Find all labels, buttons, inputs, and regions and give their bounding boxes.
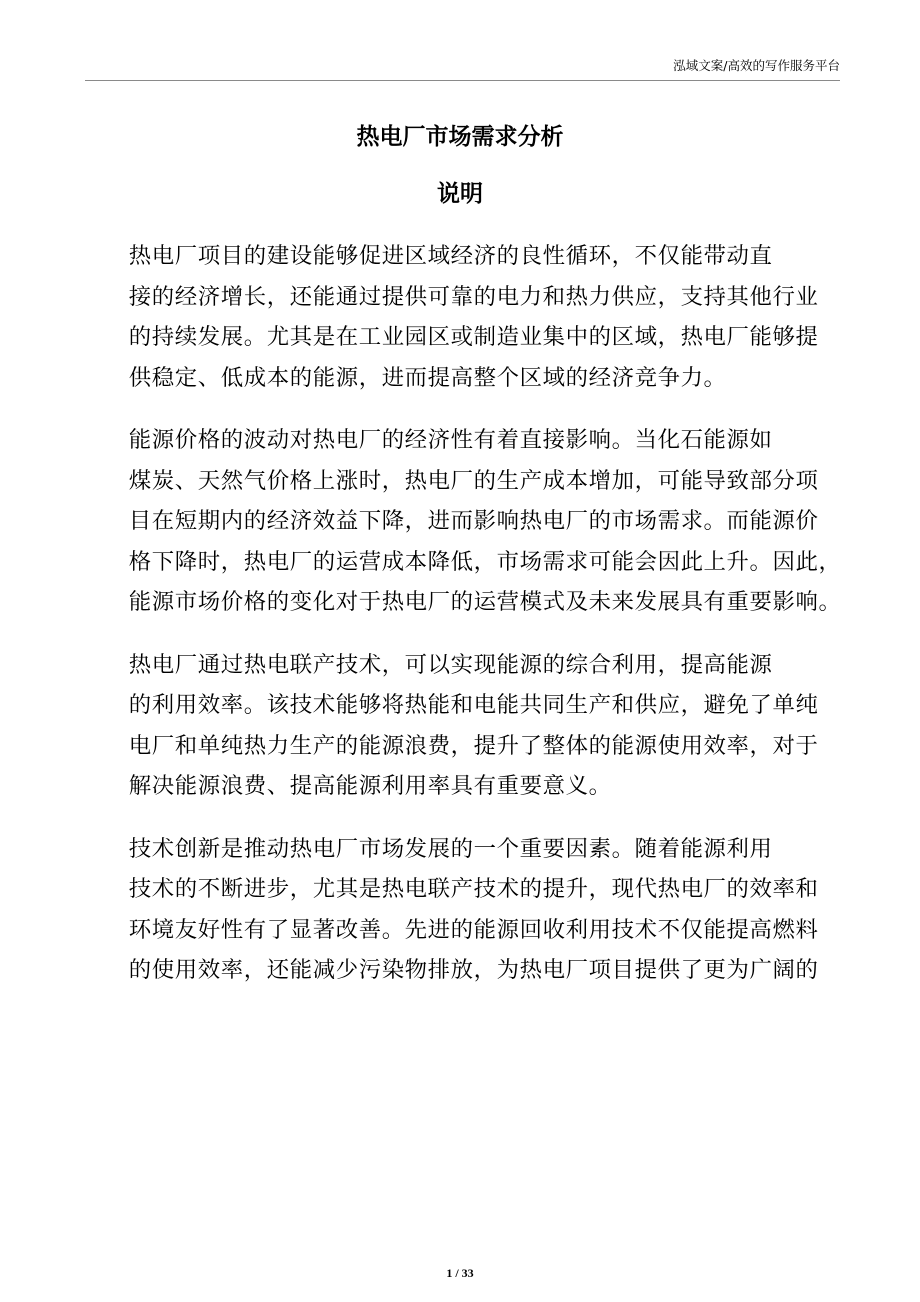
document-subtitle: 说明 [437, 181, 483, 207]
text-line: 热电厂项目的建设能够促进区域经济的良性循环，不仅能带动直 [128, 243, 773, 269]
text-line: 供稳定、低成本的能源，进而提高整个区域的经济竞争力。 [128, 364, 727, 391]
text-line: 目在短期内的经济效益下降，进而影响热电厂的市场需求。而能源价 [128, 508, 819, 534]
text-line: 电厂和单纯热力生产的能源浪费，提升了整体的能源使用效率，对于 [128, 732, 819, 759]
text-line: 环境友好性有了显著改善。先进的能源回收利用技术不仅能提高燃料 [128, 916, 819, 943]
paragraph [84, 420, 842, 623]
text-line: 解决能源浪费、提高能源利用率具有重要意义。 [128, 773, 612, 799]
text-line: 的使用效率，还能减少污染物排放，为热电厂项目提供了更为广阔的 [128, 957, 819, 983]
text-line: 的持续发展。尤其是在工业园区或制造业集中的区域，热电厂能够提 [128, 324, 819, 350]
text-line: 接的经济增长，还能通过提供可靠的电力和热力供应，支持其他行业 [128, 283, 819, 310]
text-line: 能源市场价格的变化对于热电厂的运营模式及未来发展具有重要影响。 [128, 589, 842, 615]
text-line: 技术创新是推动热电厂市场发展的一个重要因素。随着能源利用 [128, 835, 773, 862]
text-line: 热电厂通过热电联产技术，可以实现能源的综合利用，提高能源 [128, 651, 773, 678]
text-line: 的利用效率。该技术能够将热能和电能共同生产和供应，避免了单纯 [128, 692, 819, 718]
page-header-brand: 泓域文案/高效的写作服务平台 [673, 58, 840, 73]
text-line: 煤炭、天然气价格上涨时，热电厂的生产成本增加，可能导致部分项 [128, 467, 819, 494]
document-title: 热电厂市场需求分析 [356, 124, 564, 150]
paragraph [84, 829, 832, 991]
text-line: 能源价格的波动对热电厂的经济性有着直接影响。当化石能源如 [128, 427, 773, 453]
text-line: 格下降时，热电厂的运营成本降低，市场需求可能会因此上升。因此， [128, 548, 842, 575]
paragraph [84, 236, 832, 398]
page-number: 1 / 33 [446, 1266, 474, 1280]
text-line: 技术的不断进步，尤其是热电联产技术的提升，现代热电厂的效率和 [128, 876, 819, 902]
paragraph [84, 645, 832, 807]
document-body [84, 236, 842, 1013]
header-divider [85, 80, 840, 81]
